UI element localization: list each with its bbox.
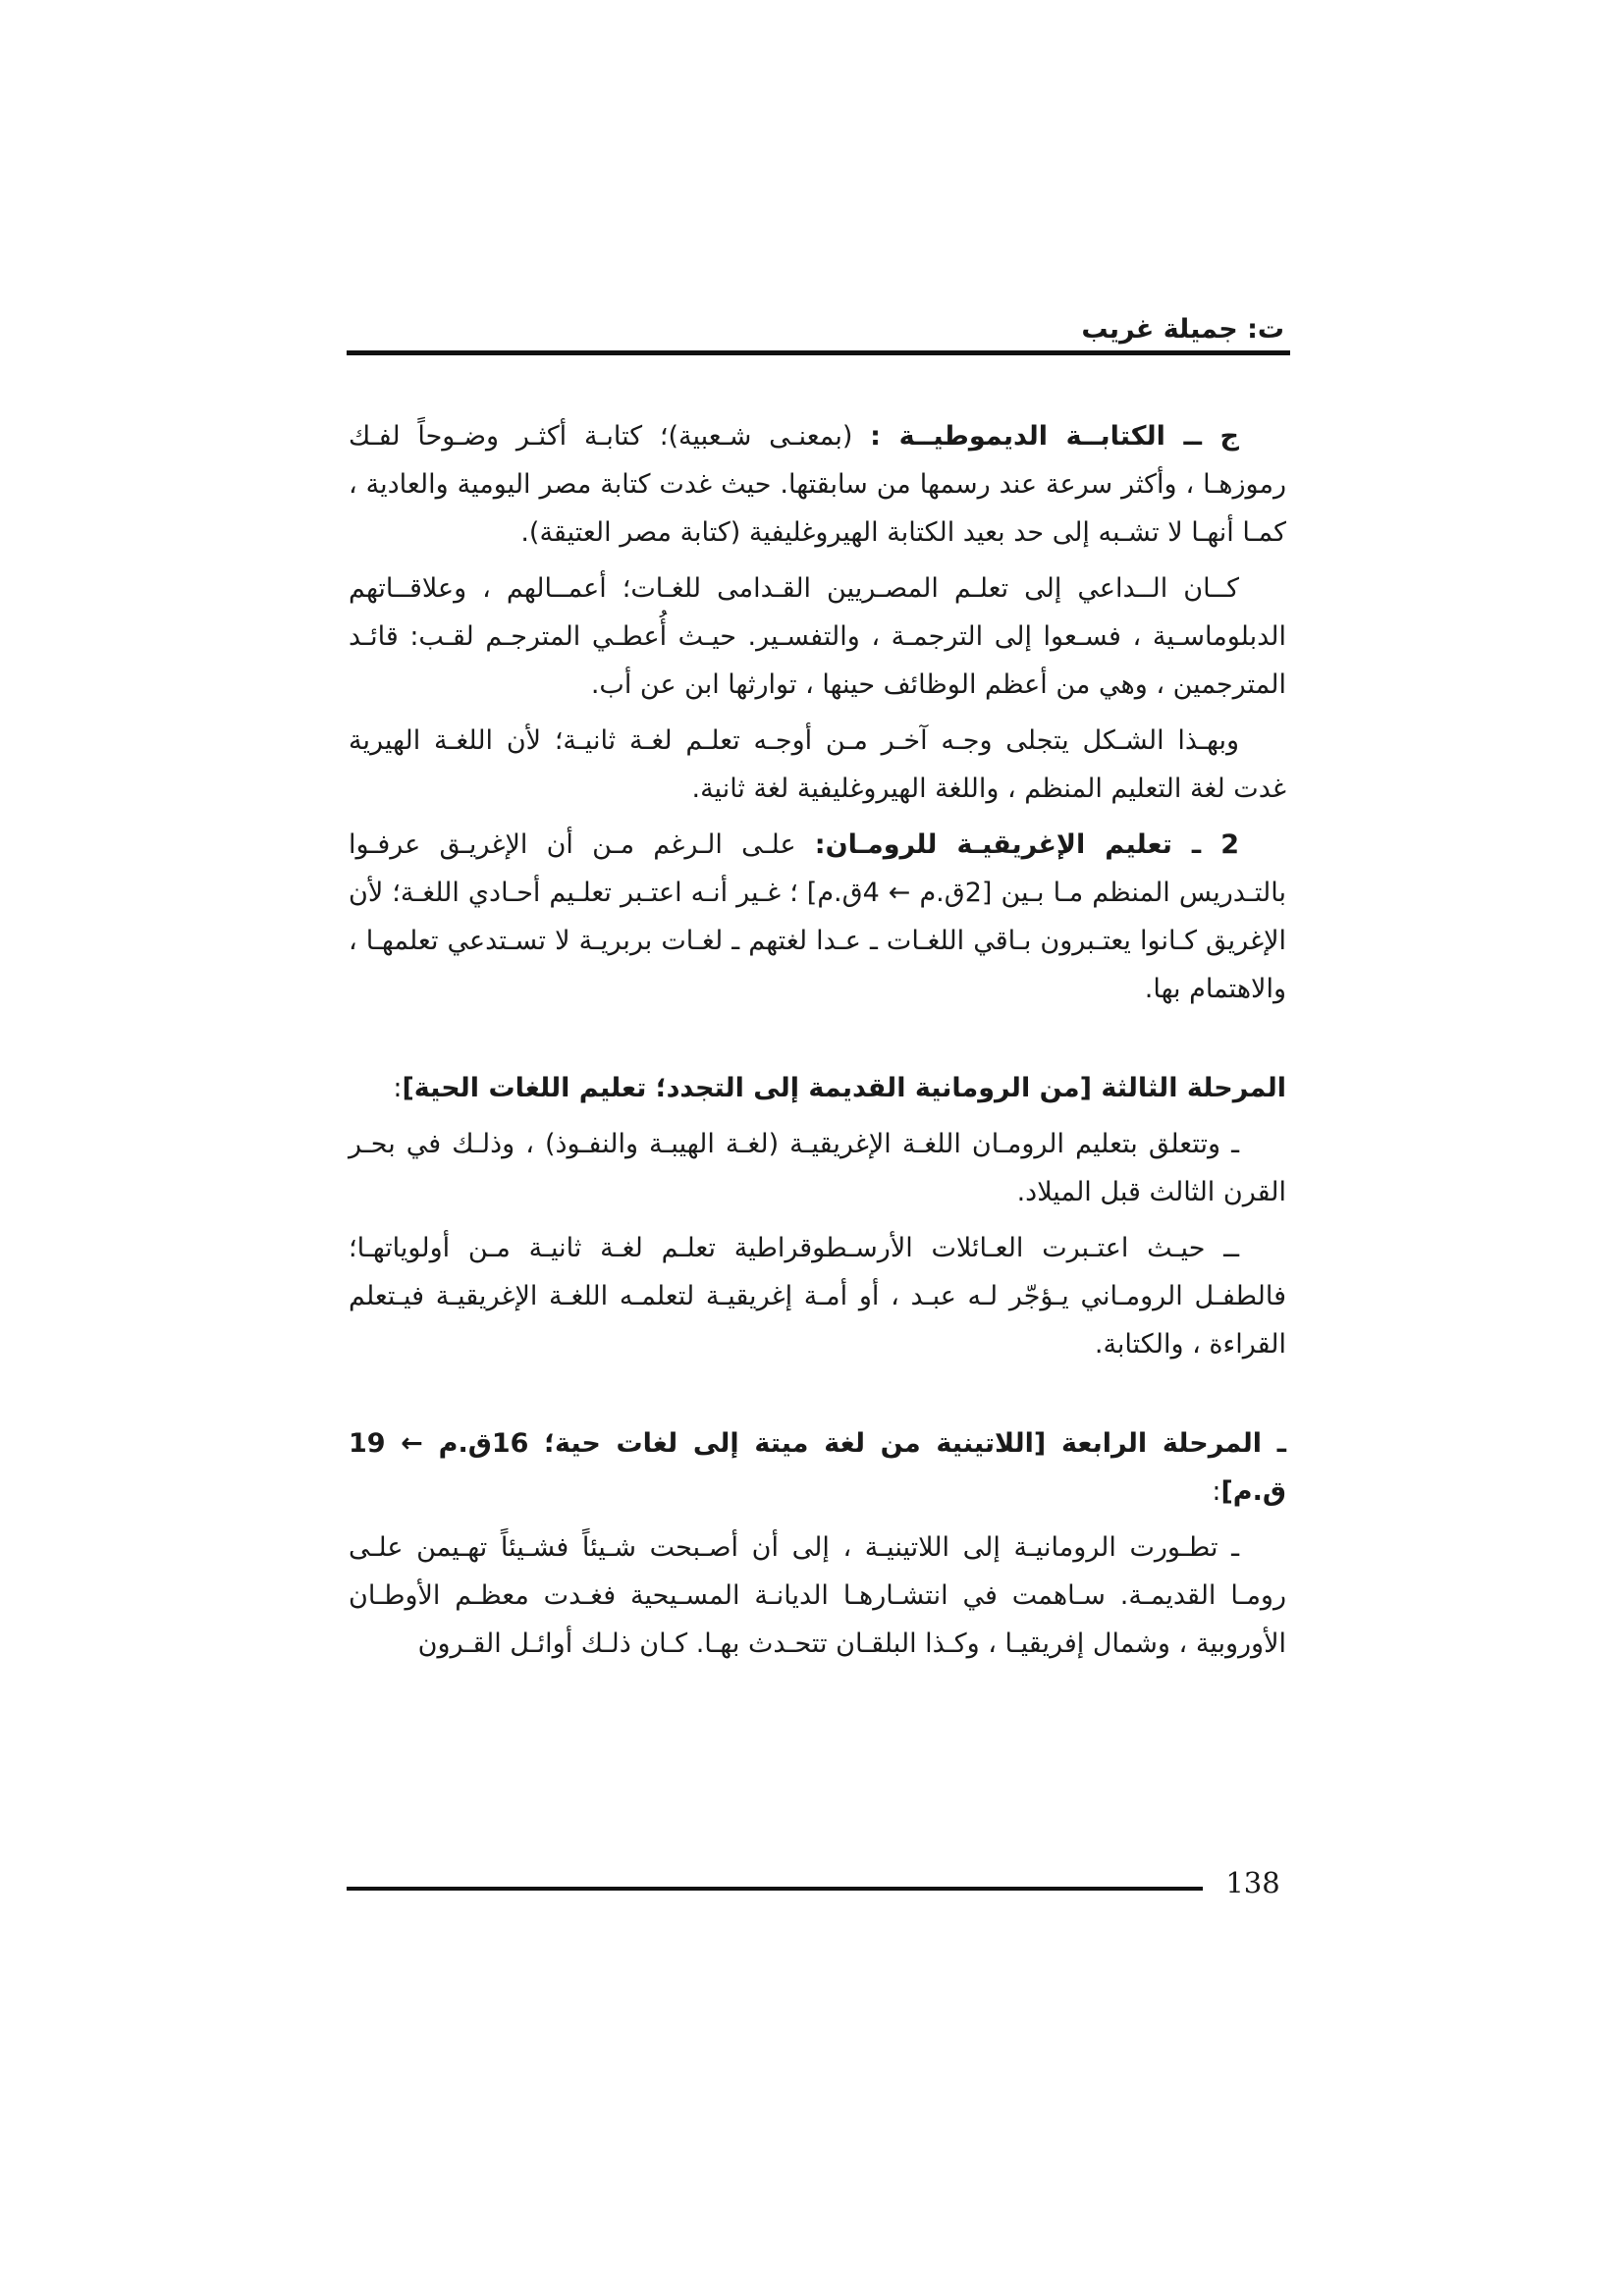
paragraph-text: علـى الـرغم مـن أن الإغريـق عرفـوا بالتـدريس المنظم مـا بـين [2ق.م ← 4ق.م] ؛ غـير أنـه اعتـبر تعلـيم أحـادي اللغـة؛ لأن الإغريق كـانوا يعتـبرون بـاقي اللغـات ـ عـدا لغتهم ـ لغـات بربريـة لا تسـتدعي تعلمهـا ، والاهتمام بها. [349, 829, 1287, 1004]
paragraph-aristocratic-families: ــ حيـث اعتـبرت العـائلات الأرسـطوقراطية تعلـم لغـة ثانيـة مـن أولوياتهـا؛ فالطفـل الرومـاني يـؤجّر لـه عبـد ، أو أمـة إغريقيـة لتعلمـه اللغـة الإغريقيـة فيـتعلم القراءة ، والكتابة. [349, 1233, 1286, 1360]
paragraph-roman-greek: ـ وتتعلق بتعليم الرومـان اللغـة الإغريقيـة (لغـة الهيبـة والنفـوذ) ، وذلـك في بحـر القرن الثالث قبل الميلاد. [349, 1129, 1286, 1207]
body-text [349, 412, 1286, 1676]
heading-colon: : [1212, 1476, 1221, 1507]
header-rule [347, 350, 1290, 355]
paragraph-text: (بمعنـى شـعبية)؛ كتابـة أكثـر وضـوحاً لفـك رموزهـا ، وأكثر سرعة عند رسمها من سابقتها. حيث غدت كتابة مصر اليومية والعادية ، كمـا أنهـا لا تشـبه إلى حد بعيد الكتابة الهيروغليفية (كتابة مصر العتيقة). [349, 421, 1286, 548]
paragraph-egyptian-translators: كــان الــداعي إلى تعلـم المصـريين القـدامى للغـات؛ أعمــالهم ، وعلاقــاتهم الدبلوماسـية ، فسـعوا إلى الترجمـة ، والتفسـير. حيـث أُعطـي المترجـم لقـب: قائـد المترجمين ، وهي من أعظم الوظائف حينها ، توارثها ابن عن أب. [349, 573, 1286, 700]
heading-text: ـ المرحلة الرابعة [اللاتينية من لغة ميتة إلى لغات حية؛ 16ق.م ← 19 ق.م] [349, 1428, 1286, 1507]
paragraph-greek-teaching [349, 821, 1286, 1013]
running-header-author: ت: جميلة غريب [1081, 314, 1284, 345]
paragraph-lead: ج ــ الكتابــة الديموطيــة : [870, 421, 1239, 452]
paragraph-demotic [349, 412, 1286, 557]
heading-text: المرحلة الثالثة [من الرومانية القديمة إلى التجدد؛ تعليم اللغات الحية] [402, 1073, 1286, 1103]
paragraph-second-language: وبهـذا الشـكل يتجلى وجـه آخـر مـن أوجـه تعلـم لغـة ثانيـة؛ لأن اللغـة الهيرية غدت لغة التعليم المنظم ، واللغة الهيروغليفية لغة ثانية. [349, 725, 1286, 804]
section-heading-stage-four [349, 1419, 1286, 1516]
heading-colon: : [393, 1073, 403, 1103]
section-heading-stage-three [349, 1064, 1286, 1112]
paragraph-latin-spread: ـ تطـورت الرومانيـة إلى اللاتينيـة ، إلى أن أصـبحت شـيئاً فشـيئاً تهـيمن علـى رومـا القديمـة. سـاهمت في انتشـارهـا الديانـة المسـيحية فغـدت معظـم الأوطـان الأوروبية ، وشمال إفريقيـا ، وكـذا البلقـان تتحـدث بهـا. كـان ذلـك أوائـل القـرون [349, 1532, 1286, 1659]
footer-rule [347, 1887, 1203, 1891]
paragraph-lead: 2 ـ تعليم الإغريقيـة للرومـان: [814, 829, 1239, 860]
page-number: 138 [1225, 1866, 1280, 1899]
